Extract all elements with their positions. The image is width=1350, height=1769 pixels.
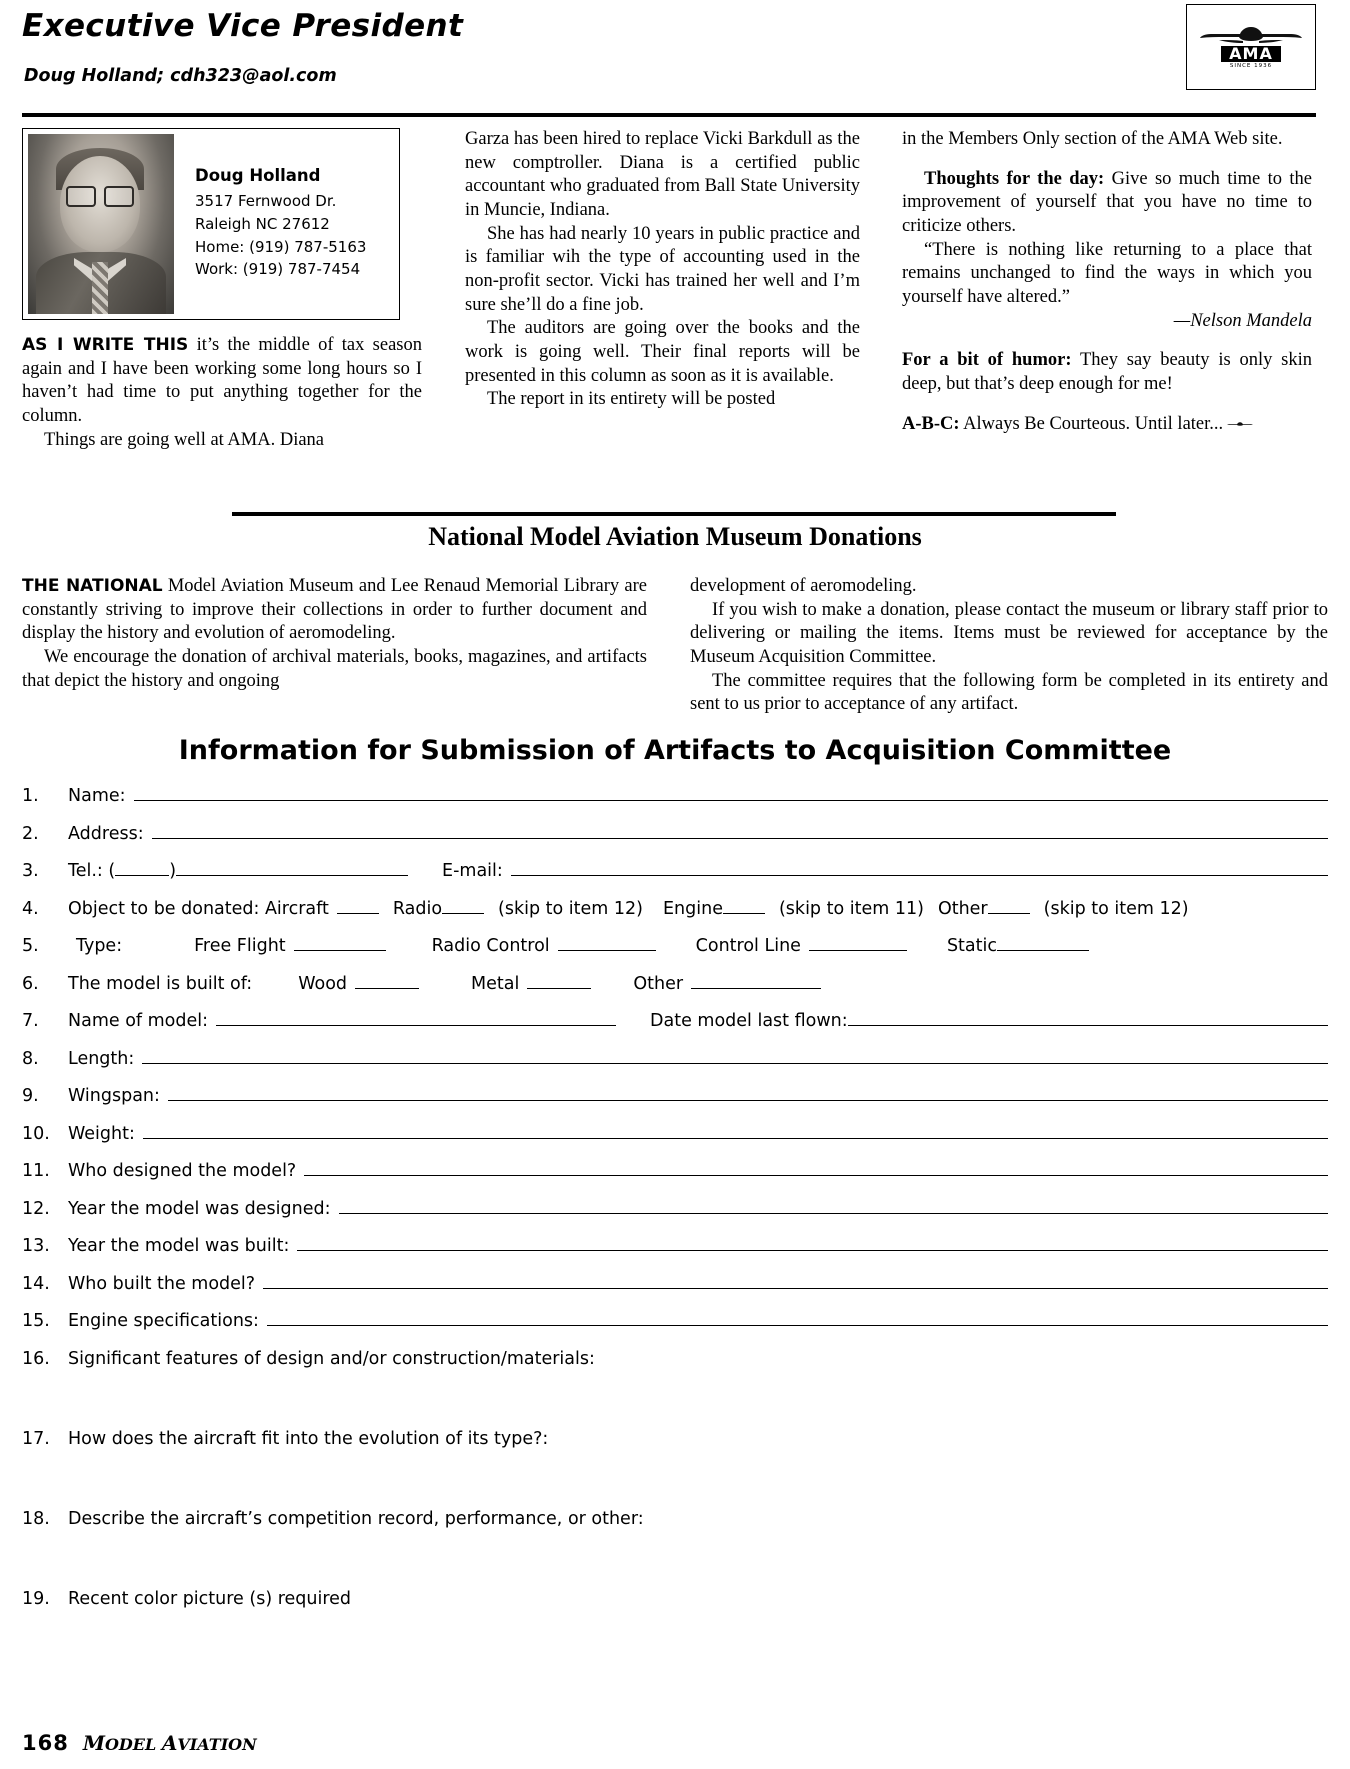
other-skip-note: (skip to item 12): [1043, 898, 1189, 919]
designer-input[interactable]: [304, 1161, 1328, 1176]
form-row-year-built: [22, 1236, 1328, 1256]
form-row-name: [22, 786, 1328, 806]
radio-control-input[interactable]: [558, 936, 656, 951]
item-label: Year the model was designed:: [68, 1198, 331, 1219]
ama-since-text: SINCE 1936: [1229, 62, 1273, 69]
item-number: 8.: [22, 1048, 39, 1069]
form-row-color-picture: [22, 1589, 1328, 1609]
item-number: 6.: [22, 973, 39, 994]
item-label: Address:: [68, 823, 144, 844]
item-label: Name:: [68, 786, 126, 806]
signoff-label: A-B-C:: [902, 413, 960, 434]
item-label: Type:: [76, 936, 123, 956]
name-input[interactable]: [134, 786, 1328, 801]
article-column-1: [22, 128, 422, 452]
header-divider: [22, 113, 1316, 117]
section-divider: [232, 512, 1116, 516]
form-row-wingspan: [22, 1086, 1328, 1106]
magazine-name-a: A: [161, 1731, 178, 1755]
form-row-object-type: [22, 899, 1328, 919]
item-number: 2.: [22, 823, 39, 844]
form-row-length: [22, 1049, 1328, 1069]
humor-label: For a bit of humor:: [902, 350, 1072, 371]
signoff-text: Always Be Courteous. Until later...: [959, 413, 1224, 434]
static-label: Static: [946, 936, 997, 956]
page-number: 168: [22, 1731, 69, 1755]
thoughts-label: Thoughts for the day:: [924, 168, 1105, 189]
page-footer: [22, 1731, 257, 1755]
engine-skip-note: (skip to item 11): [778, 898, 924, 919]
year-built-input[interactable]: [297, 1236, 1328, 1251]
ama-logo: [1186, 4, 1316, 90]
article-paragraph: She has had nearly 10 years in public practice and is familiar wih the type of accounting used in the non-profit sector. Vicki has trained her well and I’m sure she’ll do a fine job.: [465, 223, 860, 315]
item-label: Object to be donated: Aircraft: [68, 898, 329, 919]
radio-control-label: Radio Control: [431, 936, 550, 956]
magazine-name-odel: ODEL: [104, 1735, 162, 1754]
item-number: 19.: [22, 1588, 50, 1609]
item-label: Who built the model?: [68, 1273, 256, 1294]
museum-paragraph: [22, 575, 647, 646]
ama-wing-icon: [1227, 420, 1253, 429]
other-material-input[interactable]: [691, 974, 821, 989]
magazine-name-m: M: [82, 1731, 105, 1755]
item-label: Length:: [68, 1048, 135, 1069]
wood-label: Wood: [298, 973, 348, 994]
item-number: 1.: [22, 786, 39, 806]
weight-input[interactable]: [143, 1124, 1328, 1139]
author-name: Doug Holland: [195, 166, 321, 185]
item-label: Year the model was built:: [68, 1236, 290, 1256]
column-title: Executive Vice President: [22, 8, 464, 44]
form-row-model-name: [22, 1011, 1328, 1031]
item-number: 11.: [22, 1161, 50, 1181]
item-number: 16.: [22, 1348, 50, 1369]
quote-paragraph: “There is nothing like returning to a place that remains unchanged to find the ways in which you yourself have altered.”: [902, 239, 1312, 308]
item-label: Significant features of design and/or construction/materials:: [68, 1348, 595, 1369]
item-label: How does the aircraft fit into the evolution of its type?:: [68, 1428, 549, 1449]
museum-paragraph-text: Model Aviation Museum and Lee Renaud Memorial Library are constantly striving to improve their collections in order to further document and display the history and evolution of aeromodeling.: [22, 576, 647, 644]
museum-column-2: [690, 575, 1328, 717]
article-column-2: [465, 128, 860, 412]
item-number: 17.: [22, 1428, 50, 1449]
item-label: Engine specifications:: [68, 1311, 259, 1331]
article-paragraph: [22, 334, 422, 429]
date-last-flown-input[interactable]: [848, 1011, 1328, 1026]
form-row-evolution: [22, 1429, 1328, 1449]
article-paragraph: Garza has been hired to replace Vicki Barkdull as the new comptroller. Diana is a certified public accountant who graduated from Ball State University in Muncie, Indiana.: [465, 129, 860, 221]
builder-input[interactable]: [263, 1274, 1328, 1289]
free-flight-input[interactable]: [294, 936, 386, 951]
item-label: Recent color picture (s) required: [68, 1588, 352, 1609]
author-address-line1: 3517 Fernwood Dr.: [195, 192, 337, 211]
section-title: National Model Aviation Museum Donations: [428, 522, 922, 551]
author-card: [22, 128, 400, 320]
item-number: 18.: [22, 1508, 50, 1529]
form-row-materials: [22, 974, 1328, 994]
page-header: [22, 0, 1328, 86]
museum-paragraph: development of aeromodeling.: [690, 576, 917, 596]
form-row-designer: [22, 1161, 1328, 1181]
quote-attribution: —Nelson Mandela: [1173, 310, 1312, 331]
free-flight-label: Free Flight: [194, 936, 286, 956]
item-number: 10.: [22, 1123, 50, 1144]
engine-label: Engine: [663, 898, 723, 919]
item-label: Describe the aircraft’s competition record, performance, or other:: [68, 1508, 644, 1529]
item-label-paren: ): [169, 861, 177, 881]
item-label: Who designed the model?: [68, 1161, 297, 1181]
engine-specs-input[interactable]: [267, 1311, 1328, 1326]
email-input[interactable]: [511, 861, 1328, 876]
telephone-input[interactable]: [176, 861, 408, 876]
form-row-engine-specs: [22, 1311, 1328, 1331]
item-number: 7.: [22, 1011, 39, 1031]
avatar: [28, 134, 174, 314]
form-row-type: [22, 936, 1328, 956]
metal-input[interactable]: [527, 974, 591, 989]
item-number: 3.: [22, 861, 39, 881]
date-last-flown-label: Date model last flown:: [650, 1011, 848, 1031]
metal-label: Metal: [471, 973, 520, 994]
control-line-input[interactable]: [809, 936, 907, 951]
address-input[interactable]: [152, 824, 1328, 839]
museum-column-1: [22, 575, 647, 693]
radio-label: Radio: [392, 898, 443, 919]
item-label: Tel.: (: [68, 861, 116, 881]
item-number: 15.: [22, 1311, 50, 1331]
item-number: 14.: [22, 1273, 50, 1294]
humor-paragraph: [902, 349, 1312, 396]
wingspan-input[interactable]: [168, 1086, 1328, 1101]
form-row-weight: [22, 1124, 1328, 1144]
article-paragraph: Things are going well at AMA. Diana: [44, 429, 325, 450]
column-byline: Doug Holland; cdh323@aol.com: [24, 66, 337, 86]
item-number: 5.: [22, 936, 39, 956]
model-name-input[interactable]: [216, 1011, 616, 1026]
form-row-builder: [22, 1274, 1328, 1294]
article-lead-in: AS I WRITE THIS: [22, 335, 189, 355]
form-title: Information for Submission of Artifacts to Acquisition Committee: [178, 735, 1172, 766]
year-designed-input[interactable]: [339, 1199, 1329, 1214]
area-code-input[interactable]: [115, 861, 169, 876]
item-number: 13.: [22, 1236, 50, 1256]
item-number: 9.: [22, 1086, 39, 1106]
item-label: Wingspan:: [68, 1086, 160, 1106]
magazine-name-viation: VIATION: [177, 1735, 257, 1754]
length-input[interactable]: [142, 1049, 1328, 1064]
form-row-competition-record: [22, 1509, 1328, 1529]
magazine-name: [83, 1731, 257, 1755]
item-label: Weight:: [68, 1123, 135, 1144]
radio-skip-note: (skip to item 12): [498, 898, 643, 919]
form-row-significant-features: [22, 1349, 1328, 1369]
museum-lead-in: THE NATIONAL: [22, 576, 163, 596]
form-row-year-designed: [22, 1199, 1328, 1219]
other-checkbox-line[interactable]: [988, 899, 1030, 914]
item-label: Name of model:: [68, 1011, 209, 1031]
author-work-phone: Work: (919) 787-7454: [195, 260, 361, 279]
engine-checkbox-line[interactable]: [723, 899, 765, 914]
author-address-line2: Raleigh NC 27612: [195, 214, 330, 233]
museum-paragraph: If you wish to make a donation, please contact the museum or library staff prior to delivering or mailing the items. Items must be reviewed for acceptance by the Museum Acquisition Committee.: [690, 599, 1328, 668]
humor-text: They say beauty is only skin deep, but that’s deep enough for me!: [902, 350, 1312, 395]
museum-paragraph: The committee requires that the following form be completed in its entirety and sent to us prior to acceptance of any artifact.: [690, 670, 1328, 715]
other-label: Other: [937, 898, 988, 919]
article-paragraph: in the Members Only section of the AMA Web site.: [902, 129, 1283, 149]
author-home-phone: Home: (919) 787-5163: [195, 237, 367, 256]
radio-checkbox-line[interactable]: [442, 899, 484, 914]
form-row-address: [22, 824, 1328, 844]
signoff-paragraph: [902, 413, 1312, 437]
ama-wordmark: AMA: [1221, 46, 1281, 62]
form-row-tel-email: [22, 861, 1328, 881]
thoughts-paragraph: [902, 168, 1312, 239]
static-input[interactable]: [997, 936, 1089, 951]
article-column-3: [902, 128, 1312, 436]
email-label: E-mail:: [442, 861, 503, 881]
wood-input[interactable]: [355, 974, 419, 989]
aircraft-checkbox-line[interactable]: [337, 899, 379, 914]
article-paragraph: The auditors are going over the books and the work is going well. Their final reports will be presented in this column as soon as it is available.: [465, 318, 860, 386]
article-paragraph-text: it’s the middle of tax season again and I have been working some long hours so I haven’t had time to put anything together for the column.: [22, 335, 423, 427]
article-columns: [22, 128, 1328, 503]
item-number: 4.: [22, 898, 39, 919]
other-material-label: Other: [633, 973, 684, 994]
acquisition-form: [22, 786, 1328, 1626]
control-line-label: Control Line: [695, 936, 801, 956]
item-number: 12.: [22, 1198, 50, 1219]
item-label: The model is built of:: [68, 973, 253, 994]
museum-paragraph: We encourage the donation of archival materials, books, magazines, and artifacts that depict the history and ongoing: [22, 647, 647, 691]
article-paragraph: The report in its entirety will be posted: [487, 389, 776, 410]
thoughts-text: Give so much time to the improvement of yourself that you have no time to criticize others.: [902, 168, 1312, 237]
